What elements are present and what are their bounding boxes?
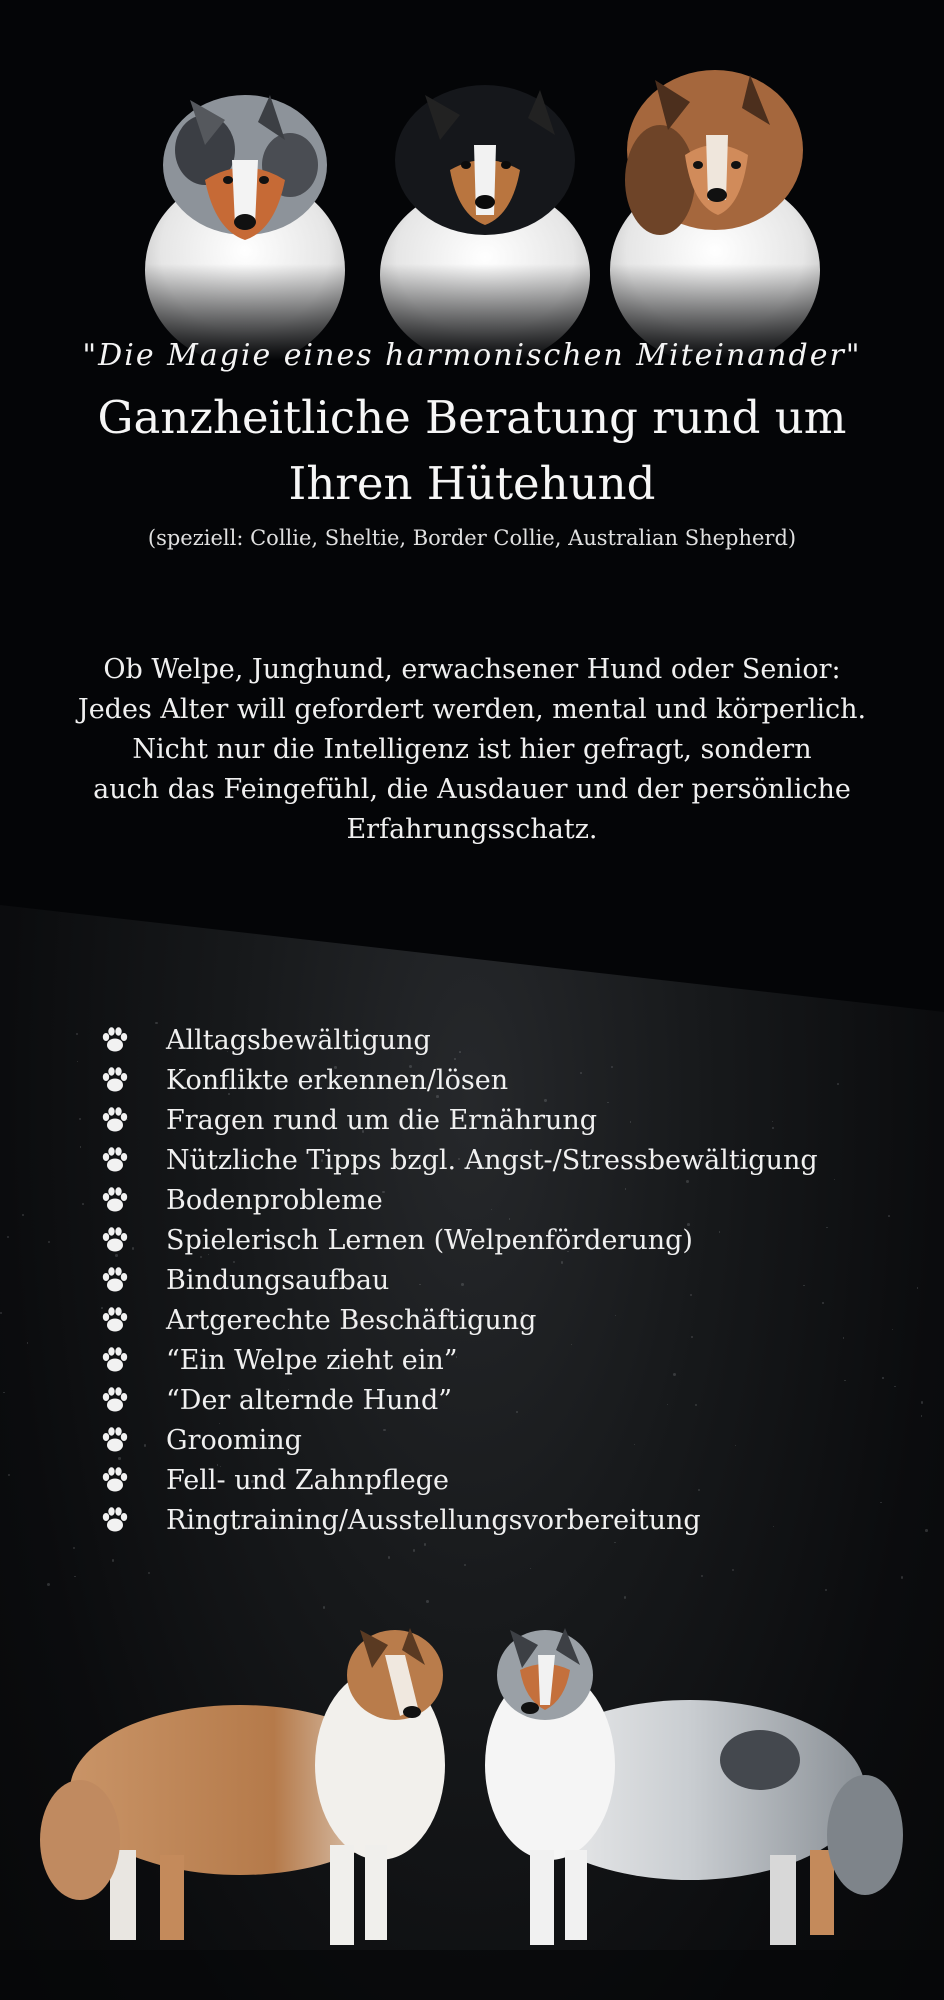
service-label: Nützliche Tipps bzgl. Angst-/Stressbewältigung xyxy=(166,1144,818,1176)
service-label: Konflikte erkennen/lösen xyxy=(166,1064,509,1096)
list-item xyxy=(100,1340,880,1380)
dust-speck xyxy=(79,1118,81,1120)
paw-icon xyxy=(100,1065,130,1095)
service-label: Bindungsaufbau xyxy=(166,1264,390,1296)
paw-icon xyxy=(100,1385,130,1415)
dust-speck xyxy=(825,1589,827,1591)
list-item xyxy=(100,1020,880,1060)
paw-icon xyxy=(100,1265,130,1295)
service-label: “Ein Welpe zieht ein” xyxy=(166,1344,458,1376)
list-item xyxy=(100,1500,880,1540)
intro-line: Jedes Alter will gefordert werden, mental und körperlich. xyxy=(77,694,867,725)
service-label: Bodenprobleme xyxy=(166,1184,383,1216)
service-label: Ringtraining/Ausstellungsvorbereitung xyxy=(166,1504,701,1536)
list-item xyxy=(100,1460,880,1500)
paw-icon xyxy=(100,1185,130,1215)
services-list xyxy=(100,1020,880,1540)
tagline: "Die Magie eines harmonischen Miteinander" xyxy=(82,338,862,373)
list-item xyxy=(100,1380,880,1420)
dust-speck xyxy=(7,1236,9,1238)
title-line-1: Ganzheitliche Beratung rund um xyxy=(97,391,847,444)
service-label: Fell- und Zahnpflege xyxy=(166,1464,450,1496)
list-item xyxy=(100,1260,880,1300)
list-item xyxy=(100,1420,880,1460)
paw-icon xyxy=(100,1025,130,1055)
paw-icon xyxy=(100,1305,130,1335)
dust-speck xyxy=(112,1559,114,1561)
intro-line: Erfahrungsschatz. xyxy=(346,814,598,845)
intro-paragraph xyxy=(40,650,904,850)
dust-speck xyxy=(8,1474,10,1476)
list-item xyxy=(100,1300,880,1340)
list-item xyxy=(100,1140,880,1180)
paw-icon xyxy=(100,1225,130,1255)
service-label: Spielerisch Lernen (Welpenförderung) xyxy=(166,1224,693,1256)
paw-icon xyxy=(100,1505,130,1535)
intro-line: Ob Welpe, Junghund, erwachsener Hund oder Senior: xyxy=(103,654,841,685)
dust-speck xyxy=(917,1287,918,1288)
service-label: Artgerechte Beschäftigung xyxy=(166,1304,537,1336)
paw-icon xyxy=(100,1145,130,1175)
dust-speck xyxy=(82,1203,84,1205)
merle-standing-collie xyxy=(485,1628,903,1945)
dust-speck xyxy=(901,1576,904,1579)
dust-speck xyxy=(701,1575,703,1577)
dust-speck xyxy=(76,1033,78,1035)
intro-line: Nicht nur die Intelligenz ist hier gefragt, sondern xyxy=(132,734,812,765)
dust-speck xyxy=(3,1392,4,1393)
three-collies-photo xyxy=(0,40,944,360)
service-label: Fragen rund um die Ernährung xyxy=(166,1104,598,1136)
intro-line: auch das Feingefühl, die Ausdauer und der persönliche xyxy=(93,774,851,805)
dust-speck xyxy=(882,1377,883,1378)
paw-icon xyxy=(100,1465,130,1495)
dust-speck xyxy=(22,1214,24,1216)
paw-icon xyxy=(100,1425,130,1455)
sable-standing-collie xyxy=(40,1628,445,1945)
title-line-2: Ihren Hütehund xyxy=(288,457,656,510)
list-item xyxy=(100,1060,880,1100)
dust-speck xyxy=(388,1556,390,1558)
dust-speck xyxy=(921,1401,924,1404)
list-item xyxy=(100,1180,880,1220)
paw-icon xyxy=(100,1105,130,1135)
two-collies-photo xyxy=(0,1600,944,2000)
service-label: Alltagsbewältigung xyxy=(166,1024,431,1056)
service-label: “Der alternde Hund” xyxy=(166,1384,453,1416)
dust-speck xyxy=(614,1542,615,1543)
list-item xyxy=(100,1220,880,1260)
page-title xyxy=(40,385,904,517)
service-label: Grooming xyxy=(166,1424,302,1456)
dust-speck xyxy=(894,1386,896,1388)
dust-speck xyxy=(925,1529,928,1532)
list-item xyxy=(100,1100,880,1140)
breed-subtitle: (speziell: Collie, Sheltie, Border Collie, Australian Shepherd) xyxy=(147,526,797,550)
paw-icon xyxy=(100,1345,130,1375)
dust-speck xyxy=(74,1576,75,1577)
